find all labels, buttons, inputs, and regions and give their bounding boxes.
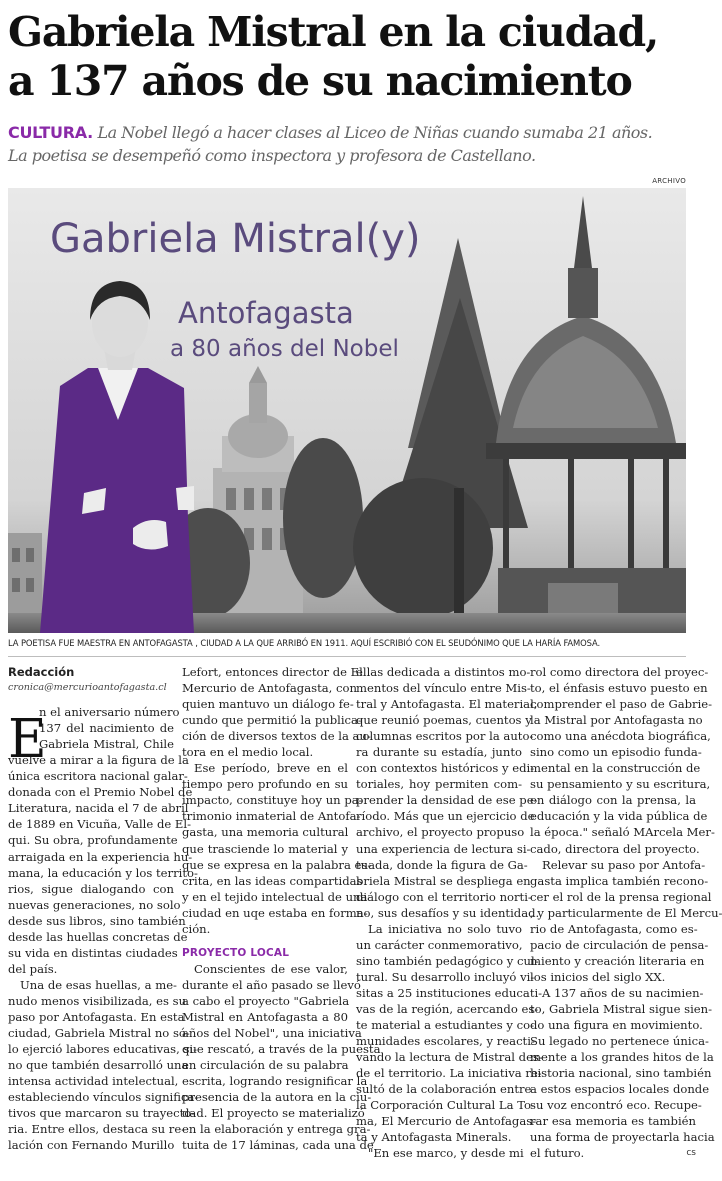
text-line: educación y la vida pública de	[530, 809, 708, 824]
text-line: historia nacional, sino también	[530, 1066, 712, 1081]
text-line: rio de Antofagasta, como es-	[530, 921, 698, 936]
text-line: sitas a 25 instituciones educati-	[356, 985, 543, 1000]
text-line: te material a estudiantes y co-	[356, 1018, 535, 1033]
text-line-end: el futuro.	[530, 1146, 585, 1161]
text-line: en circulación de su palabra	[182, 1058, 349, 1073]
text-line: tural. Su desarrollo incluyó vi-	[356, 969, 535, 984]
text-line: Conscientes de ese valor,	[194, 961, 348, 976]
photo-caption: LA POETISA FUE MAESTRA EN ANTOFAGASTA , CIUDAD A LA QUE ARRIBÓ EN 1911. AQUÍ ESCRIBIÓ CON EL SEUDÓNIMO QUE LA HARÍA FAMOSA.	[8, 638, 601, 648]
text-line: crita, en las ideas compartidas	[182, 873, 363, 888]
deck-text: La Nobel llegó a hacer clases al Liceo de Niñas cuando sumaba 21 años.	[97, 123, 653, 142]
text-line: ciudad, Gabriela Mistral no só-	[8, 1026, 190, 1041]
text-line: una forma de proyectarla hacia	[530, 1130, 715, 1145]
deck	[8, 121, 692, 167]
text-line: tuada, donde la figura de Ga-	[356, 857, 528, 872]
text-line: que trasciende lo material y	[182, 841, 348, 856]
text-line: archivo, el proyecto propuso	[356, 825, 525, 840]
drop-cap: E	[8, 709, 47, 770]
text-line: donada con el Premio Nobel de	[8, 785, 193, 800]
text-line: escrita, logrando resignificar la	[182, 1074, 368, 1089]
text-line: vuelve a mirar a la figura de la	[8, 753, 189, 768]
text-line: sultó de la colaboración entre	[356, 1082, 532, 1097]
text-line: lo ejerció labores educativas, si-	[8, 1042, 198, 1057]
article-column-2	[182, 664, 381, 1153]
text-line: rol como directora del proyec-	[530, 665, 709, 679]
text-line: ria. Entre ellos, destaca su re-	[8, 1122, 186, 1137]
text-line: mentos del vínculo entre Mis-	[356, 681, 531, 696]
text-line: desde sus libros, sino también	[8, 913, 186, 928]
text-line: presencia de la autora en la ciu-	[182, 1090, 372, 1105]
text-line: no que también desarrolló una	[8, 1058, 189, 1073]
lead-photo	[8, 188, 686, 633]
text-line: nuevas generaciones, no solo	[8, 897, 181, 912]
text-line: estableciendo vínculos significa-	[8, 1090, 199, 1105]
text-line: como una anécdota biográfica,	[530, 729, 711, 744]
text-line: mente a los grandes hitos de la	[530, 1050, 714, 1065]
text-line: ra durante su estadía, junto	[356, 745, 522, 760]
text-line: tora en el medio local.	[182, 745, 314, 760]
text-line: única escritora nacional galar-	[8, 769, 188, 784]
text-line: munidades escolares, y reacti-	[356, 1034, 535, 1049]
photo-subtitle: Antofagasta	[178, 296, 354, 330]
text-line: toriales, hoy permiten com-	[356, 777, 522, 792]
headline-line: a 137 años de su nacimiento	[8, 57, 632, 105]
text-line: , y particularmente de El Mercu-	[530, 905, 722, 920]
text-line: A 137 años de su nacimien-	[542, 985, 704, 1000]
text-line: ríodo. Más que un ejercicio de	[356, 809, 535, 824]
text-line: una experiencia de lectura si-	[356, 841, 531, 856]
text-line: briela Mistral se despliega en	[356, 873, 531, 888]
text-line: no, sus desafíos y su identidad.	[356, 905, 540, 920]
text-line: Mistral en Antofagasta a 80	[182, 1009, 348, 1024]
divider	[8, 656, 686, 657]
text-line: 137 del nacimiento de	[39, 721, 174, 736]
text-line: la Mistral por Antofagasta no	[530, 713, 703, 728]
text-line: a estos espacios locales donde	[530, 1082, 710, 1097]
text-line: Su legado no pertenece única-	[530, 1034, 709, 1049]
text-line: do una figura en movimiento.	[530, 1018, 703, 1033]
headline	[8, 8, 688, 106]
text-line: mana, la educación y los territo-	[8, 865, 198, 880]
photo-title: Gabriela Mistral(y)	[50, 216, 421, 262]
text-line: arraigada en la experiencia hu-	[8, 849, 193, 864]
text-line: qui. Su obra, profundamente	[8, 833, 178, 848]
text-line: prender la densidad de ese pe-	[356, 793, 538, 808]
text-line: paso por Antofagasta. En esta	[8, 1009, 185, 1024]
text-line	[530, 1145, 696, 1161]
text-line: tiempo pero profundo en su	[182, 777, 348, 792]
text-line: sino también pedagógico y cul-	[356, 953, 539, 968]
text-line: intensa actividad intelectual,	[8, 1074, 179, 1089]
text-line: en la elaboración y entrega gra-	[182, 1122, 371, 1137]
headline-line: Gabriela Mistral en la ciudad,	[8, 8, 659, 56]
text-line: columnas escritos por la auto-	[356, 729, 534, 744]
photo-subtitle: a 80 años del Nobel	[170, 336, 399, 362]
text-line: de 1889 en Vicuña, Valle de El-	[8, 817, 191, 832]
text-line: desde las huellas concretas de	[8, 929, 188, 944]
text-line: tuita de 17 láminas, cada una de	[182, 1138, 374, 1153]
text-line: dad. El proyecto se materializó	[182, 1106, 365, 1121]
text-line: ciudad en uqe estaba en forma-	[182, 905, 368, 920]
text-line: la Corporación Cultural La To-	[356, 1098, 535, 1113]
text-line: un carácter conmemorativo,	[356, 937, 523, 952]
text-line: miento y creación literaria en	[530, 953, 705, 968]
text-line: del país.	[8, 961, 58, 976]
text-line: diálogo con el territorio norti-	[356, 889, 532, 904]
text-line: gasta, una memoria cultural	[182, 825, 349, 840]
article-column-4	[530, 664, 722, 1161]
text-line: lación con Fernando Murillo	[8, 1138, 175, 1153]
section-kicker: CULTURA.	[8, 123, 93, 142]
article-column-1	[8, 664, 199, 1153]
text-line: la época." señaló MArcela Mer-	[530, 825, 715, 840]
deck-line	[8, 121, 692, 144]
text-line: tral y Antofagasta. El material,	[356, 697, 538, 712]
text-line: rios, sigue dialogando con	[8, 881, 174, 896]
text-line: Una de esas huellas, a me-	[20, 977, 177, 992]
text-line: gasta implica también recono-	[530, 873, 709, 888]
text-line: que reunió poemas, cuentos y	[356, 713, 532, 728]
text-line: Relevar su paso por Antofa-	[542, 857, 706, 872]
text-line: su pensamiento y su escritura,	[530, 777, 711, 792]
text-line: con contextos históricos y edi-	[356, 761, 535, 776]
text-line: vas de la región, acercando es-	[356, 1001, 539, 1016]
text-line: vando la lectura de Mistral des-	[356, 1050, 543, 1065]
author-email: cronica@mercurioantofagasta.cl	[8, 682, 167, 694]
text-line: que rescató, a través de la puesta	[182, 1042, 381, 1057]
text-line: nudo menos visibilizada, es su	[8, 993, 187, 1008]
text-line: que se expresa en la palabra es-	[182, 857, 372, 872]
text-line: su voz encontró eco. Recupe-	[530, 1098, 702, 1113]
deck-line: La poetisa se desempeñó como inspectora y profesora de Castellano.	[8, 146, 536, 165]
text-line: Ese período, breve en el	[194, 761, 348, 776]
text-line: cado, directora del proyecto.	[530, 841, 700, 856]
text-line: impacto, constituye hoy un pa-	[182, 793, 363, 808]
section-heading: PROYECTO LOCAL	[182, 946, 290, 959]
text-line: "En ese marco, y desde mi	[368, 1146, 524, 1161]
text-line: comprender el paso de Gabrie-	[530, 697, 713, 712]
text-line: ellas dedicada a distintos mo-	[356, 665, 531, 679]
text-line: quien mantuvo un diálogo fe-	[182, 697, 354, 712]
text-line: ción de diversos textos de la au-	[182, 729, 371, 744]
text-line: Mercurio de Antofagasta, con	[182, 681, 357, 696]
text-line: tivos que marcaron su trayecto-	[8, 1106, 196, 1121]
text-line: ma, El Mercurio de Antofagas-	[356, 1114, 537, 1129]
text-line: pacio de circulación de pensa-	[530, 937, 709, 952]
byline: Redacción	[8, 665, 75, 679]
photo-collage-image	[8, 188, 686, 633]
text-line: trimonio inmaterial de Antofa-	[182, 809, 361, 824]
text-line: durante el año pasado se llevó	[182, 977, 361, 992]
end-mark: cs	[686, 1148, 696, 1159]
text-line: de el territorio. La iniciativa re-	[356, 1066, 542, 1081]
text-line: y en el tejido intelectual de una	[182, 889, 368, 904]
text-line: to, Gabriela Mistral sigue sien-	[530, 1001, 713, 1016]
text-line: los inicios del siglo XX.	[530, 969, 666, 984]
text-line: Literatura, nacida el 7 de abril	[8, 801, 189, 816]
photo-credit: ARCHIVO	[652, 177, 686, 185]
text-line: en diálogo con la prensa, la	[530, 793, 696, 808]
text-line: rar esa memoria es también	[530, 1114, 696, 1129]
text-line: Lefort, entonces director de El	[182, 665, 363, 679]
text-line: to, el énfasis estuvo puesto en	[530, 681, 708, 696]
article-column-3	[356, 664, 543, 1161]
text-line: Gabriela Mistral, Chile	[39, 737, 174, 752]
text-line: La iniciativa no solo tuvo	[368, 921, 522, 936]
text-line: años del Nobel", una iniciativa	[182, 1026, 362, 1041]
text-line: mental en la construcción de	[530, 761, 701, 776]
text-line: ta y Antofagasta Minerals.	[356, 1130, 512, 1145]
text-line: cer el rol de la prensa regional	[530, 889, 712, 904]
text-line: ción.	[182, 921, 211, 936]
text-line: cundo que permitió la publica-	[182, 713, 362, 728]
text-line: a cabo el proyecto "Gabriela	[182, 993, 350, 1008]
text-line: sino como un episodio funda-	[530, 745, 702, 760]
text-line: su vida en distintas ciudades	[8, 945, 178, 960]
text-line: n el aniversario número	[39, 705, 180, 720]
